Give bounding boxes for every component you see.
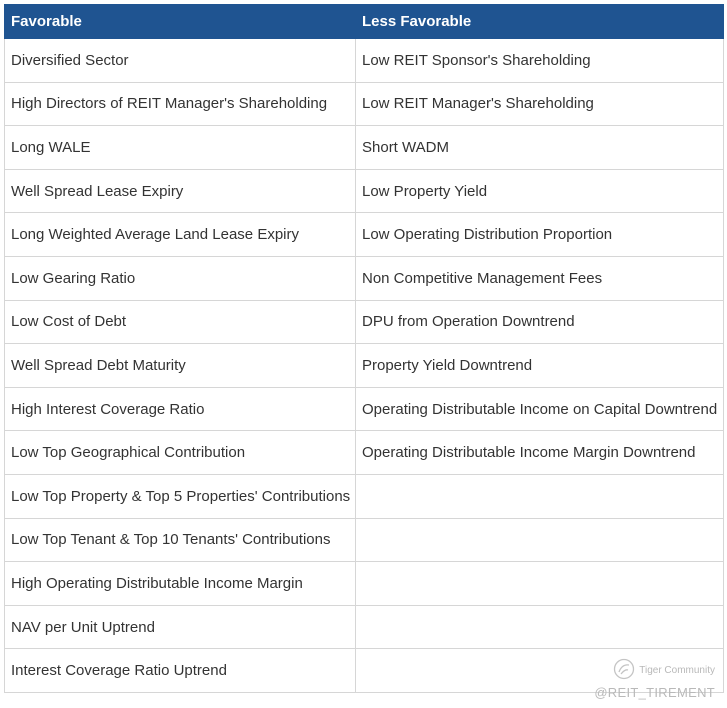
table-row: [5, 562, 724, 606]
watermark-brand: Tiger Community: [639, 665, 715, 676]
less-favorable-cell: Non Competitive Management Fees: [356, 256, 724, 300]
table-row: [5, 256, 724, 300]
favorable-cell: High Directors of REIT Manager's Shareholding: [5, 82, 356, 126]
favorable-cell: Interest Coverage Ratio Uptrend: [5, 649, 356, 693]
table-row: [5, 39, 724, 83]
table-row: [5, 300, 724, 344]
table-row: [5, 344, 724, 388]
table-row: [5, 126, 724, 170]
comparison-table: [4, 4, 724, 693]
tiger-logo-icon: [613, 658, 635, 683]
less-favorable-cell: Low REIT Sponsor's Shareholding: [356, 39, 724, 83]
table-row: [5, 169, 724, 213]
favorable-cell: Long Weighted Average Land Lease Expiry: [5, 213, 356, 257]
table-header: [5, 5, 724, 39]
table-body: [5, 39, 724, 693]
less-favorable-cell: [356, 605, 724, 649]
table-row: [5, 605, 724, 649]
less-favorable-cell: [356, 562, 724, 606]
table-row: [5, 82, 724, 126]
table-row: [5, 474, 724, 518]
favorable-cell: Diversified Sector: [5, 39, 356, 83]
header-favorable: Favorable: [5, 5, 356, 39]
favorable-cell: Long WALE: [5, 126, 356, 170]
less-favorable-cell: Low Operating Distribution Proportion: [356, 213, 724, 257]
less-favorable-cell: Property Yield Downtrend: [356, 344, 724, 388]
less-favorable-cell: Low REIT Manager's Shareholding: [356, 82, 724, 126]
watermark-brand-line: [594, 658, 715, 683]
less-favorable-cell: Short WADM: [356, 126, 724, 170]
favorable-cell: Low Top Geographical Contribution: [5, 431, 356, 475]
less-favorable-cell: Operating Distributable Income on Capital Downtrend: [356, 387, 724, 431]
favorable-cell: Low Top Property & Top 5 Properties' Contributions: [5, 474, 356, 518]
header-less-favorable: Less Favorable: [356, 5, 724, 39]
favorable-cell: Low Gearing Ratio: [5, 256, 356, 300]
favorable-cell: NAV per Unit Uptrend: [5, 605, 356, 649]
less-favorable-cell: DPU from Operation Downtrend: [356, 300, 724, 344]
less-favorable-cell: Operating Distributable Income Margin Downtrend: [356, 431, 724, 475]
favorable-cell: High Interest Coverage Ratio: [5, 387, 356, 431]
less-favorable-cell: [356, 518, 724, 562]
favorable-cell: High Operating Distributable Income Margin: [5, 562, 356, 606]
table-row: [5, 213, 724, 257]
watermark: [594, 658, 715, 700]
favorable-cell: Low Cost of Debt: [5, 300, 356, 344]
table-row: [5, 518, 724, 562]
table-row: [5, 387, 724, 431]
favorable-cell: Well Spread Lease Expiry: [5, 169, 356, 213]
less-favorable-cell: Low Property Yield: [356, 169, 724, 213]
favorable-cell: Low Top Tenant & Top 10 Tenants' Contributions: [5, 518, 356, 562]
comparison-table-container: [4, 4, 723, 693]
favorable-cell: Well Spread Debt Maturity: [5, 344, 356, 388]
watermark-user: @REIT_TIREMENT: [594, 685, 715, 700]
header-row: [5, 5, 724, 39]
table-row: [5, 431, 724, 475]
less-favorable-cell: [356, 474, 724, 518]
